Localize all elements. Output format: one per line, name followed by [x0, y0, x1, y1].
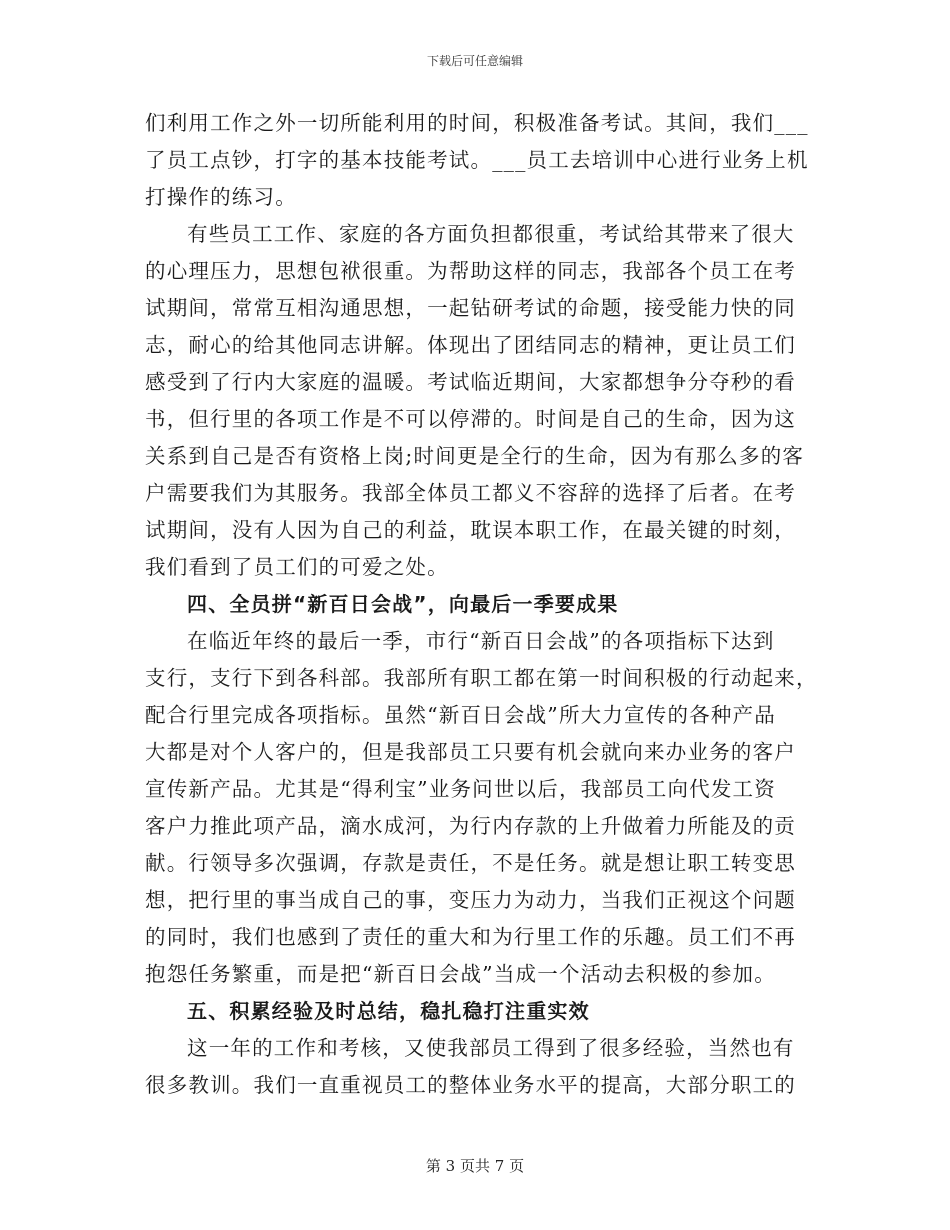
text-line: 试期间，常常互相沟通思想，一起钻研考试的命题，接受能力快的同: [145, 296, 796, 320]
text-line: 有些员工工作、家庭的各方面负担都很重，考试给其带来了很大: [187, 222, 795, 246]
text-line: 献。行领导多次强调，存款是责任，不是任务。就是想让职工转变思: [145, 851, 796, 875]
page-header: 下载后可任意编辑: [426, 54, 523, 68]
text-line: 宣传新产品。尤其是“得利宝”业务问世以后，我部员工向代发工资: [145, 777, 776, 801]
text-line: 感受到了行内大家庭的温暖。考试临近期间，大家都想争分夺秒的看: [145, 370, 796, 394]
text-line: 我们看到了员工们的可爱之处。: [145, 555, 449, 579]
text-line: 的同时，我们也感到了责任的重大和为行里工作的乐趣。员工们不再: [145, 925, 796, 949]
text-line: 的心理压力，思想包袱很重。为帮助这样的同志，我部各个员工在考: [145, 259, 796, 283]
text-line: 很多教训。我们一直重视员工的整体业务水平的提高，大部分职工的: [145, 1073, 796, 1097]
text-line: 户需要我们为其服务。我部全体员工都义不容辞的选择了后者。在考: [145, 481, 796, 505]
text-line: 大都是对个人客户的，但是我部员工只要有机会就向来办业务的客户: [145, 740, 796, 764]
text-line: 配合行里完成各项指标。虽然“新百日会战”所大力宣传的各种产品: [145, 703, 776, 727]
text-line: 抱怨任务繁重，而是把“新百日会战”当成一个活动去积极的参加。: [145, 962, 776, 986]
text-line: 了员工点钞，打字的基本技能考试。___员工去培训中心进行业务上机: [145, 148, 809, 172]
text-line: 客户力推此项产品，滴水成河，为行内存款的上升做着力所能及的贡: [145, 814, 796, 838]
section-heading: 五、积累经验及时总结，稳扎稳打注重实效: [187, 999, 590, 1023]
text-line: 在临近年终的最后一季，市行“新百日会战”的各项指标下达到: [187, 629, 775, 653]
section-heading: 四、全员拼“新百日会战”，向最后一季要成果: [187, 592, 619, 616]
text-line: 试期间，没有人因为自己的利益，耽误本职工作，在最关键的时刻，: [145, 518, 796, 542]
text-line: 志，耐心的给其他同志讲解。体现出了团结同志的精神，更让员工们: [145, 333, 796, 357]
text-line: 想，把行里的事当成自己的事，变压力为动力，当我们正视这个问题: [145, 888, 796, 912]
page-footer: 第 3 页共 7 页: [425, 1157, 525, 1175]
text-line: 关系到自己是否有资格上岗;时间更是全行的生命，因为有那么多的客: [145, 444, 805, 468]
document-body: [145, 105, 818, 1104]
text-line: 们利用工作之外一切所能利用的时间，积极准备考试。其间，我们___: [145, 111, 809, 135]
text-line: 支行，支行下到各科部。我部所有职工都在第一时间积极的行动起来，: [145, 666, 818, 690]
text-line: 这一年的工作和考核，又使我部员工得到了很多经验，当然也有: [187, 1036, 795, 1060]
text-line: 打操作的练习。: [145, 185, 297, 209]
text-line: 书，但行里的各项工作是不可以停滞的。时间是自己的生命，因为这: [145, 407, 796, 431]
